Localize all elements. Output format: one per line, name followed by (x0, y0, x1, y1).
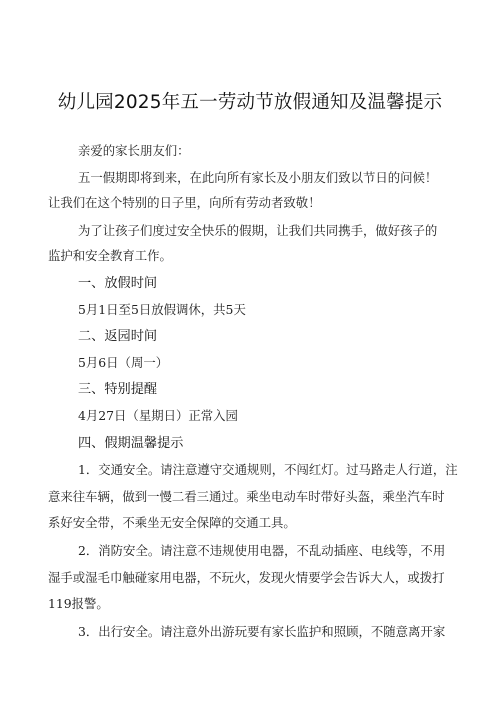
holiday-time-text: 5月1日至5日放假调休，共5天 (78, 302, 246, 317)
intro-paragraph-line: 让我们在这个特别的日子里，向所有劳动者致敬！ (48, 195, 321, 210)
intro-paragraph-line: 为了让孩子们度过安全快乐的假期，让我们共同携手，做好孩子的 (78, 223, 438, 238)
section-heading-holiday-tips: 四、假期温馨提示 (78, 436, 184, 451)
tip-travel-safety-line: 3．出行安全。请注意外出游玩要有家长监护和照顾，不随意离开家 (78, 624, 446, 639)
intro-paragraph-line: 监护和安全教育工作。 (48, 248, 172, 263)
return-time-text: 5月6日（周一） (78, 355, 169, 370)
tip-traffic-safety-line: 1．交通安全。请注意遵守交通规则，不闯红灯。过马路走人行道，注 (78, 462, 458, 477)
tip-traffic-safety-line: 系好安全带，不乘坐无安全保障的交通工具。 (48, 515, 296, 530)
tip-fire-safety-line: 119报警。 (48, 596, 109, 611)
tip-fire-safety-line: 湿手或湿毛巾触碰家用电器，不玩火，发现火情要学会告诉大人，或拨打 (48, 570, 445, 585)
special-reminder-text: 4月27日（星期日）正常入园 (78, 408, 238, 423)
intro-paragraph-line: 五一假期即将到来，在此向所有家长及小朋友们致以节日的问候！ (78, 170, 438, 185)
tip-traffic-safety-line: 意来往车辆，做到一慢二看三通过。乘坐电动车时带好头盔，乘坐汽车时 (48, 489, 445, 504)
tip-fire-safety-line: 2．消防安全。请注意不违规使用电器，不乱动插座、电线等，不用 (78, 543, 446, 558)
section-heading-holiday-time: 一、放假时间 (78, 276, 158, 291)
salutation: 亲爱的家长朋友们： (78, 143, 190, 158)
section-heading-special-reminder: 三、特别提醒 (78, 382, 158, 397)
section-heading-return-time: 二、返园时间 (78, 329, 158, 344)
document-title: 幼儿园2025年五一劳动节放假通知及温馨提示 (57, 92, 443, 113)
